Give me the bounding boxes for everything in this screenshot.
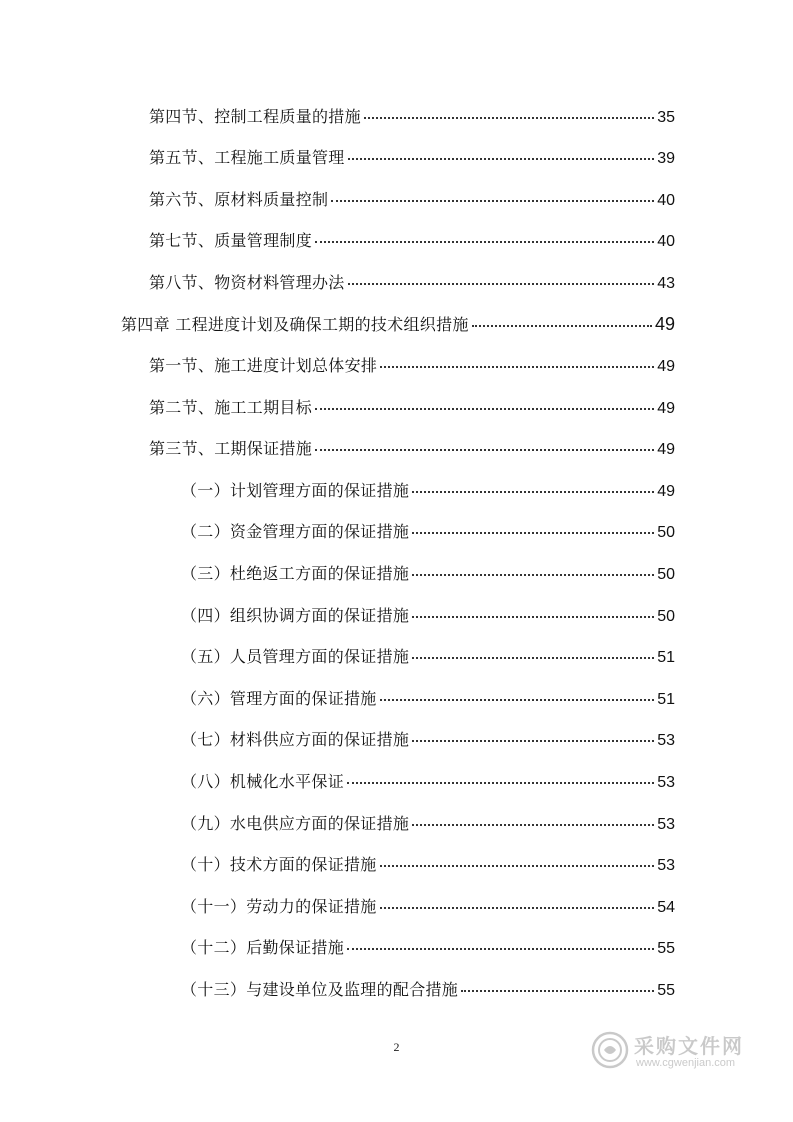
- toc-entry-page: 55: [657, 940, 675, 957]
- toc-entry-page: 40: [657, 192, 675, 209]
- page-number: 2: [393, 1040, 400, 1054]
- toc-dot-leader: [331, 199, 654, 202]
- toc-entry-label: （十）技术方面的保证措施: [181, 855, 377, 874]
- toc-entry[interactable]: [149, 104, 675, 130]
- toc-dot-leader: [347, 781, 654, 784]
- toc-dot-leader: [472, 324, 652, 327]
- toc-entry-label: （五）人员管理方面的保证措施: [181, 647, 410, 666]
- toc-entry-page: 53: [657, 857, 675, 874]
- watermark-title: 采购文件网: [634, 1034, 744, 1058]
- toc-dot-leader: [412, 615, 654, 618]
- toc-dot-leader: [412, 823, 654, 826]
- toc-dot-leader: [380, 906, 655, 909]
- toc-entry-page: 49: [657, 400, 675, 417]
- toc-entry[interactable]: [149, 187, 675, 213]
- toc-entry-label: （三）杜绝返工方面的保证措施: [181, 564, 410, 583]
- toc-entry-label: 第四节、控制工程质量的措施: [149, 107, 361, 126]
- toc-dot-leader: [412, 490, 654, 493]
- toc-entry[interactable]: [149, 228, 675, 254]
- toc-entry-page: 39: [657, 150, 675, 167]
- toc-entry-label: （八）机械化水平保证: [181, 772, 345, 791]
- toc-entry[interactable]: [149, 353, 675, 379]
- toc-entry-page: 50: [657, 524, 675, 541]
- toc-entry-label: （六）管理方面的保证措施: [181, 689, 377, 708]
- toc-entry-label: （四）组织协调方面的保证措施: [181, 606, 410, 625]
- toc-dot-leader: [380, 365, 654, 368]
- toc-entry-page: 49: [654, 314, 675, 334]
- toc-dot-leader: [412, 656, 654, 659]
- toc-subentry[interactable]: [181, 811, 675, 837]
- toc-entry-page: 53: [657, 774, 675, 791]
- toc-entry[interactable]: [149, 145, 675, 171]
- toc-entry-label: 第七节、质量管理制度: [149, 231, 313, 250]
- toc-entry-label: （十二）后勤保证措施: [181, 938, 345, 957]
- toc-dot-leader: [315, 240, 654, 243]
- toc-subentry[interactable]: [181, 561, 675, 587]
- toc-dot-leader: [347, 947, 654, 950]
- toc-entry[interactable]: [149, 436, 675, 462]
- toc-entry-page: 53: [657, 732, 675, 749]
- toc-entry-page: 49: [657, 441, 675, 458]
- toc-dot-leader: [348, 157, 655, 160]
- toc-entry-label: （十一）劳动力的保证措施: [181, 897, 377, 916]
- toc-subentry[interactable]: [181, 935, 675, 961]
- toc-entry-page: 54: [657, 899, 675, 916]
- toc-dot-leader: [412, 573, 654, 576]
- toc-entry-label: 第六节、原材料质量控制: [149, 190, 329, 209]
- toc-dot-leader: [315, 407, 654, 410]
- toc-entry[interactable]: [149, 270, 675, 296]
- toc-subentry[interactable]: [181, 644, 675, 670]
- toc-subentry[interactable]: [181, 769, 675, 795]
- toc-entry-page: 53: [657, 816, 675, 833]
- watermark-url: www.cgwenjian.com: [636, 1057, 736, 1069]
- toc-entry-page: 51: [657, 691, 675, 708]
- toc-subentry[interactable]: [181, 686, 675, 712]
- toc-entry[interactable]: [149, 395, 675, 421]
- toc-subentry[interactable]: [181, 603, 675, 629]
- toc-dot-leader: [380, 864, 655, 867]
- toc-entry-label: （一）计划管理方面的保证措施: [181, 481, 410, 500]
- toc-dot-leader: [412, 531, 654, 534]
- toc-dot-leader: [348, 282, 655, 285]
- toc-entry-page: 49: [657, 358, 675, 375]
- toc-subentry[interactable]: [181, 894, 675, 920]
- toc-entry-label: 第四章 工程进度计划及确保工期的技术组织措施: [121, 315, 469, 334]
- toc-entry-page: 40: [657, 233, 675, 250]
- toc-entry-page: 49: [657, 483, 675, 500]
- toc-entry-label: 第二节、施工工期目标: [149, 398, 313, 417]
- toc-entry-label: 第八节、物资材料管理办法: [149, 273, 345, 292]
- toc-entry-page: 35: [657, 109, 675, 126]
- toc-entry-label: （七）材料供应方面的保证措施: [181, 730, 410, 749]
- toc-dot-leader: [412, 739, 654, 742]
- toc-entry-page: 50: [657, 608, 675, 625]
- toc-entry-label: （二）资金管理方面的保证措施: [181, 522, 410, 541]
- toc-entry-page: 51: [657, 649, 675, 666]
- toc-entry-label: 第五节、工程施工质量管理: [149, 148, 345, 167]
- toc-dot-leader: [364, 116, 654, 119]
- toc-entry-page: 55: [657, 982, 675, 999]
- toc-entry-label: （十三）与建设单位及监理的配合措施: [181, 980, 459, 999]
- toc-subentry[interactable]: [181, 852, 675, 878]
- watermark-logo-icon: [590, 1030, 630, 1070]
- toc-subentry[interactable]: [181, 977, 675, 1003]
- toc-entry-page: 43: [657, 275, 675, 292]
- toc-entry-label: 第一节、施工进度计划总体安排: [149, 356, 378, 375]
- toc-entry-label: （九）水电供应方面的保证措施: [181, 814, 410, 833]
- toc-subentry[interactable]: [181, 519, 675, 545]
- toc-dot-leader: [315, 448, 654, 451]
- toc-subentry[interactable]: [181, 727, 675, 753]
- toc-entry-label: 第三节、工期保证措施: [149, 439, 313, 458]
- toc-subentry[interactable]: [181, 478, 675, 504]
- toc-entry-page: 50: [657, 566, 675, 583]
- toc-dot-leader: [461, 989, 654, 992]
- watermark: [590, 1026, 760, 1076]
- toc-dot-leader: [380, 698, 655, 701]
- toc-chapter-entry[interactable]: [121, 311, 675, 337]
